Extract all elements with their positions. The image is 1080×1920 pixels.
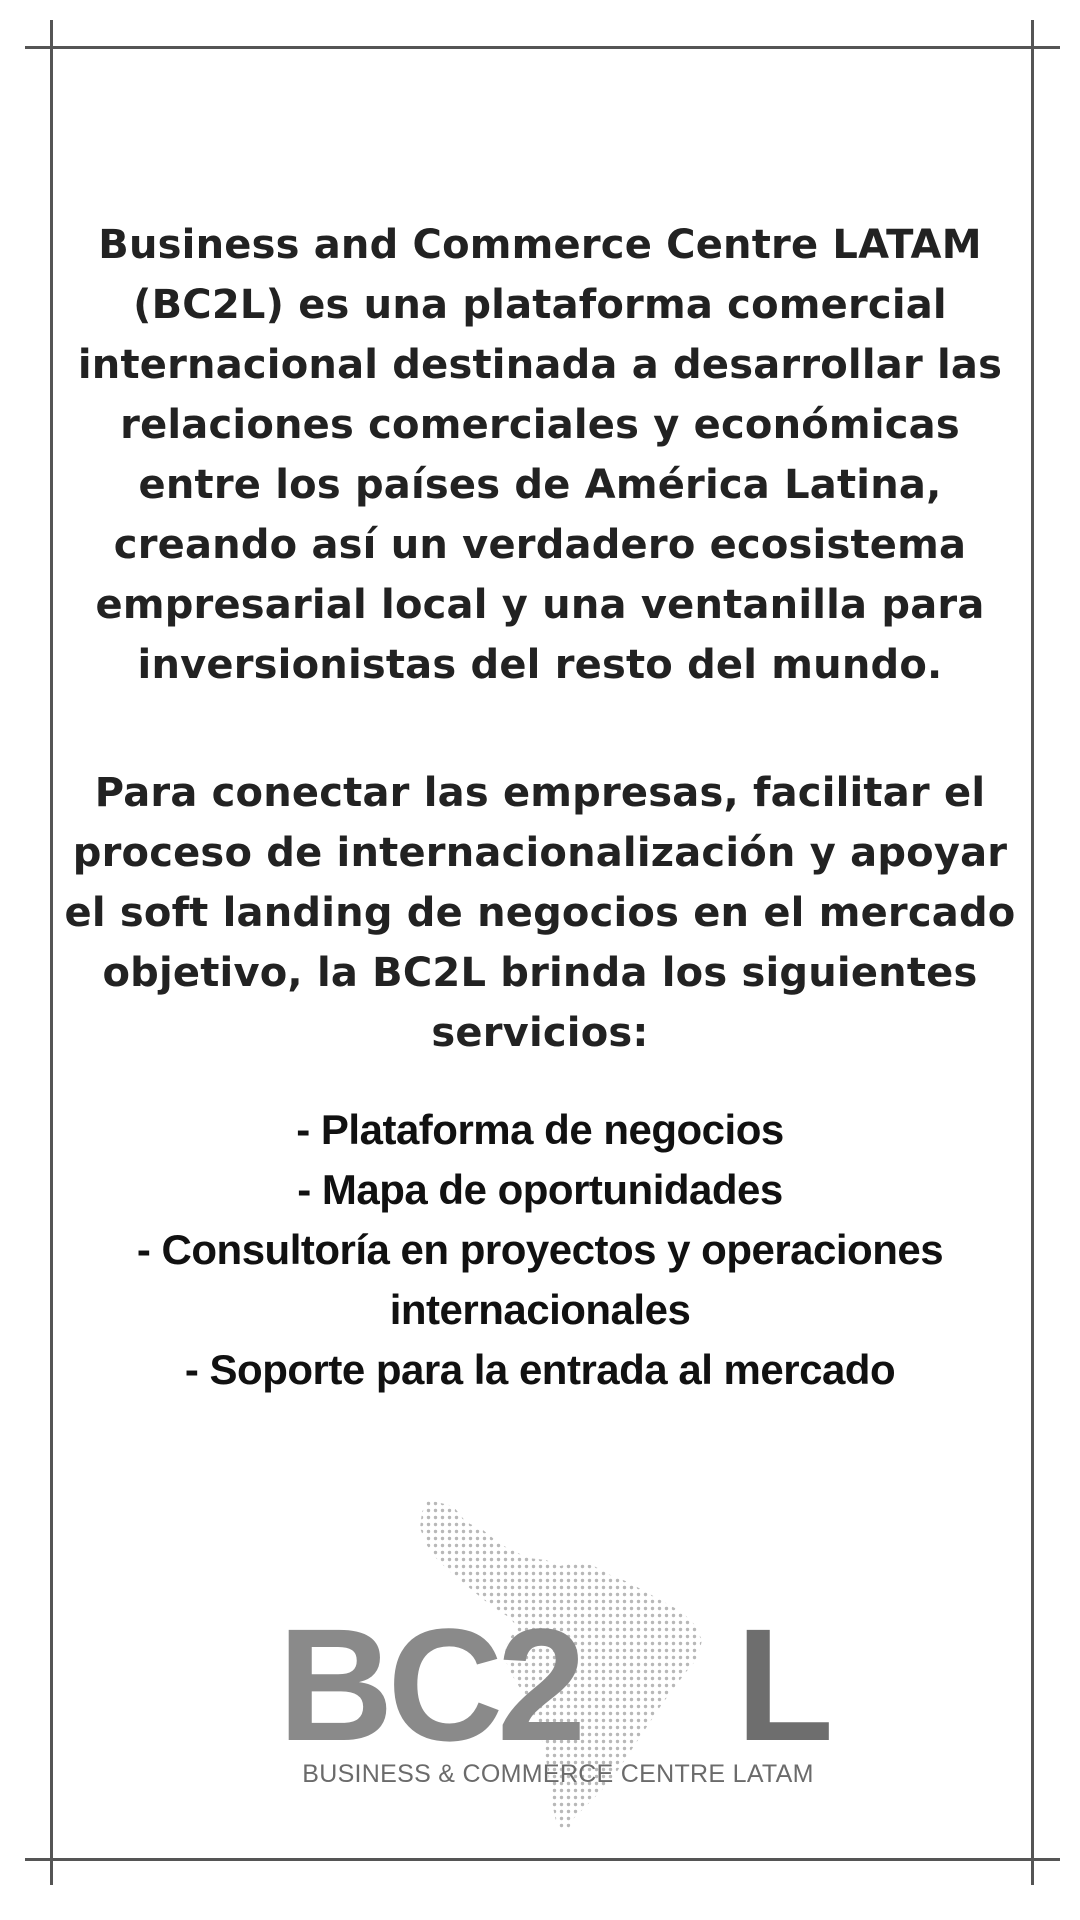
frame-line-left	[50, 20, 53, 1885]
service-item: - Plataforma de negocios	[296, 1106, 784, 1153]
frame-line-top	[25, 46, 1060, 49]
service-item: - Soporte para la entrada al mercado	[184, 1346, 896, 1393]
services-list	[60, 1100, 1020, 1400]
logo-tagline: BUSINESS & COMMERCE CENTRE LATAM	[302, 1760, 814, 1788]
frame-line-bottom	[25, 1858, 1060, 1861]
frame-line-right	[1031, 20, 1034, 1885]
bc2l-logo	[278, 1500, 838, 1830]
logo-wordmark-bc2: BC2	[278, 1595, 581, 1774]
service-item: - Consultoría en proyectos y operaciones internacionales	[136, 1226, 944, 1333]
services-intro-paragraph: Para conectar las empresas, facilitar el proceso de internacionalización y apoyar el soft landing de negocios en el mercado objetivo, la BC2L brinda los siguientes servicios:	[64, 770, 1016, 1056]
service-item: - Mapa de oportunidades	[297, 1166, 783, 1213]
intro-paragraph: Business and Commerce Centre LATAM (BC2L) es una plataforma comercial internacional destinada a desarrollar las relaciones comerciales y económicas entre los países de América Latina, creando así un verdadero ecosistema empresarial local y una ventanilla para inversionistas del resto del mundo.	[77, 222, 1003, 688]
logo-wordmark-l: L	[736, 1595, 828, 1774]
